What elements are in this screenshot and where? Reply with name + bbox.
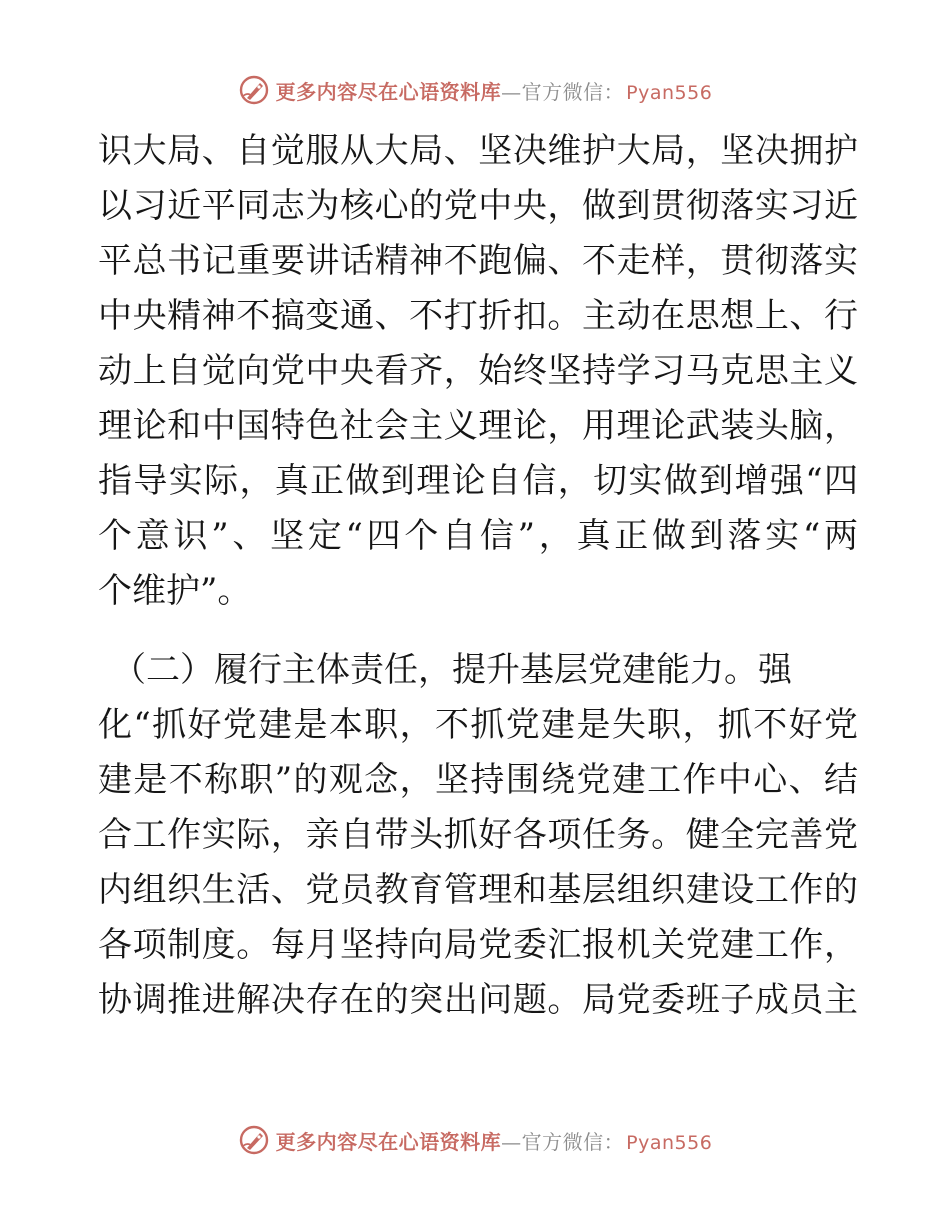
document-body: [98, 124, 858, 1028]
footer-banner: [0, 1120, 950, 1160]
header-banner-separator: —: [501, 79, 522, 104]
header-banner-title: 更多内容尽在心语资料库: [275, 79, 502, 104]
text-line: 识大局、自觉服从大局、坚决维护大局，坚决拥护: [98, 131, 858, 171]
text-line: 指导实际，真正做到理论自信，切实做到增强“四: [98, 461, 858, 501]
footer-wechat-id: Pyan556: [626, 1131, 713, 1154]
text-line: 个意识”、坚定“四个自信”，真正做到落实“两: [98, 516, 858, 556]
text-line: 合工作实际，亲自带头抓好各项任务。健全完善党: [98, 815, 858, 855]
text-line: 内组织生活、党员教育管理和基层组织建设工作的: [98, 870, 858, 910]
header-wechat-label: 官方微信：: [521, 79, 625, 104]
header-wechat-id: Pyan556: [626, 81, 713, 104]
text-line: 建是不称职”的观念，坚持围绕党建工作中心、结: [98, 760, 858, 800]
text-line: 各项制度。每月坚持向局党委汇报机关党建工作，: [98, 925, 858, 965]
header-banner: [0, 70, 950, 110]
section-2-heading: （二）履行主体责任，提升基层党建能力。强: [112, 650, 792, 690]
section-2: [98, 643, 858, 1028]
footer-banner-text: [276, 1126, 713, 1155]
text-line: 中央精神不搞变通、不打折扣。主动在思想上、行: [98, 296, 858, 336]
header-banner-content: [238, 74, 713, 106]
text-line: 以习近平同志为核心的党中央，做到贯彻落实习近: [98, 186, 858, 226]
header-banner-text: [276, 76, 713, 105]
footer-banner-separator: —: [501, 1129, 522, 1154]
pen-nib-logo-icon: [238, 1124, 270, 1156]
text-line: 化“抓好党建是本职，不抓党建是失职，抓不好党: [98, 705, 858, 745]
text-line: 个维护”。: [98, 571, 252, 611]
footer-banner-title: 更多内容尽在心语资料库: [275, 1129, 502, 1154]
text-line: 动上自觉向党中央看齐，始终坚持学习马克思主义: [98, 351, 858, 391]
text-line: 平总书记重要讲话精神不跑偏、不走样，贯彻落实: [98, 241, 858, 281]
text-line: 理论和中国特色社会主义理论，用理论武装头脑，: [98, 406, 858, 446]
paragraph-1: [98, 124, 858, 619]
text-line: 协调推进解决存在的突出问题。局党委班子成员主: [98, 980, 858, 1020]
pen-nib-logo-icon: [238, 74, 270, 106]
footer-banner-content: [238, 1124, 713, 1156]
paragraph-gap: [98, 619, 858, 643]
footer-wechat-label: 官方微信：: [521, 1129, 625, 1154]
